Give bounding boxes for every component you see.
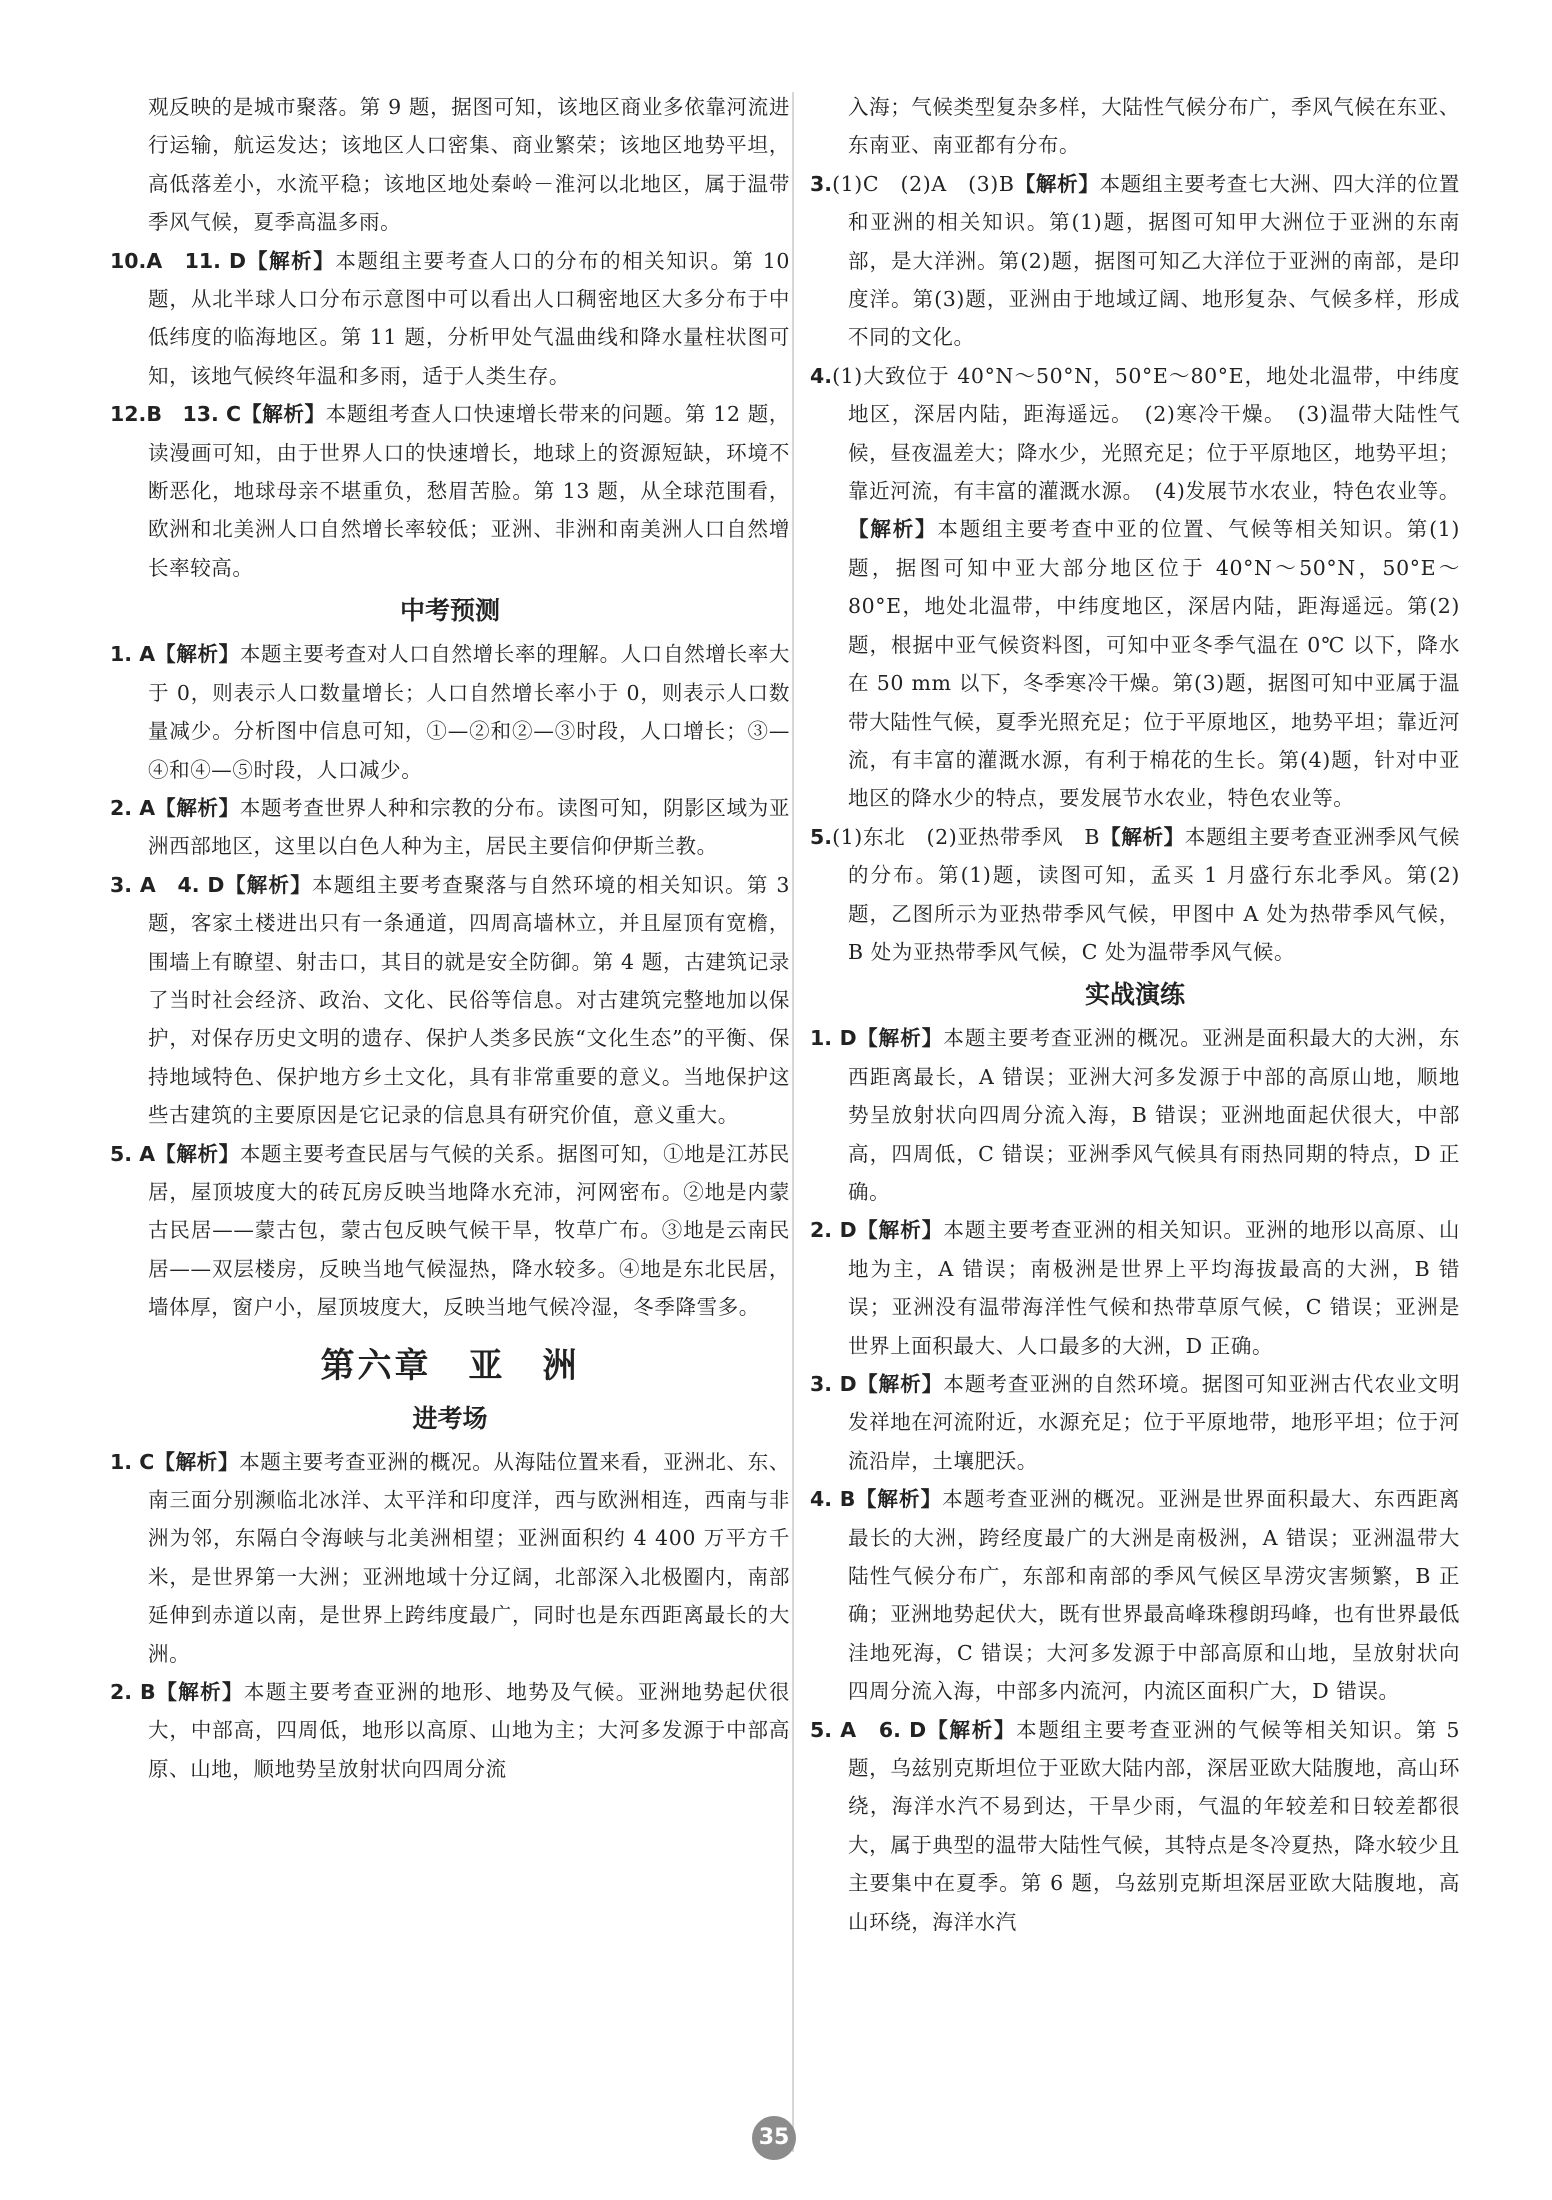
analysis-text: 本题组主要考查七大洲、四大洋的位置和亚洲的相关知识。第(1)题，据图可知甲大洲位于亚洲的东南部，是大洋洲。第(2)题，据图可知乙大洋位于亚洲的南部，是印度洋。第(3)题，亚洲由于地域辽阔、地形复杂、气候多样，形成不同的文化。 xyxy=(848,171,1460,350)
analysis-tag: 【解析】 xyxy=(856,1218,944,1243)
answer-entry xyxy=(810,1365,1460,1480)
analysis-tag: 【解析】 xyxy=(241,402,326,427)
analysis-text: 本题考查亚洲的自然环境。据图可知亚洲古代农业文明发祥地在河流附近，水源充足；位于平原地带，地形平坦；位于河流沿岸，土壤肥沃。 xyxy=(848,1372,1460,1473)
analysis-text: 本题组主要考查亚洲季风气候的分布。第(1)题，读图可知，孟买 1 月盛行东北季风。第(2)题，乙图所示为亚热带季风气候，甲图中 A 处为热带季风气候，B 处为亚热带季风气候，C 处为温带季风气候。 xyxy=(848,824,1460,964)
analysis-tag: 【解析】 xyxy=(154,1449,240,1474)
section-heading-jinkaochang: 进考场 xyxy=(412,1403,488,1433)
analysis-text: 本题主要考查亚洲的相关知识。亚洲的地形以高原、山地为主，A 错误；南极洲是世界上平均海拔最高的大洲，B 错误；亚洲没有温带海洋性气候和热带草原气候，C 错误；亚洲是世界上面积最大、人口最多的大洲，D 正确。 xyxy=(848,1218,1460,1358)
analysis-text: 本题组主要考查聚落与自然环境的相关知识。第 3 题，客家土楼进出只有一条通道，四周高墙林立，并且屋顶有宽檐，围墙上有瞭望、射击口，其目的就是安全防御。第 4 题，古建筑记录了当时社会经济、政治、文化、民俗等信息。对古建筑完整地加以保护，对保存历史文明的遗存、保护人类多民族“文化生态”的平衡、保持地域特色、保护地方乡土文化，具有非常重要的意义。当地保护这些古建筑的主要原因是它记录的信息具有研究价值，意义重大。 xyxy=(148,872,790,1128)
analysis-text: 本题组主要考查亚洲的气候等相关知识。第 5 题，乌兹别克斯坦位于亚欧大陆内部，深居亚欧大陆腹地，高山环绕，海洋水汽不易到达，干旱少雨，气温的年较差和日较差都很大，属于典型的温带大陆性气候，其特点是冬冷夏热，降水较少且主要集中在夏季。第 6 题，乌兹别克斯坦深居亚欧大陆腹地，高山环绕，海洋水汽 xyxy=(848,1717,1460,1934)
answer-entry xyxy=(810,818,1460,972)
answer-number: 2. xyxy=(110,1680,133,1705)
answer-key: A 6. D xyxy=(840,1717,927,1742)
answer-key: A xyxy=(139,642,156,667)
answer-key: D xyxy=(839,1372,857,1396)
analysis-tag: 【解析】 xyxy=(155,1680,244,1705)
answer-key: B xyxy=(839,1487,856,1512)
analysis-tag: 【解析】 xyxy=(155,642,240,667)
answer-key: A 11. D xyxy=(146,248,247,273)
answer-key: D xyxy=(839,1026,857,1051)
analysis-text: 本题考查亚洲的概况。亚洲是世界面积最大、东西距离最长的大洲，跨经度最广的大洲是南极洲，A 错误；亚洲温带大陆性气候分布广，东部和南部的季风气候区旱涝灾害频繁，B 正确；亚洲地势起伏大，既有世界最高峰珠穆朗玛峰，也有世界最低洼地死海，C 错误；大河多发源于中部高原和山地，呈放射状向四周分流入海，中部多内流河，内流区面积广大，D 错误。 xyxy=(848,1487,1461,1704)
analysis-text: 本题主要考查民居与气候的关系。据图可知，①地是江苏民居，屋顶坡度大的砖瓦房反映当地降水充沛，河网密布。②地是内蒙古民居——蒙古包，蒙古包反映气候干旱，牧草广布。③地是云南民居——双层楼房，反映当地气候湿热，降水较多。④地是东北民居，墙体厚，窗户小，屋顶坡度大，反映当地气候冷湿，冬季降雪多。 xyxy=(148,1141,790,1320)
column-divider xyxy=(792,92,794,2152)
answer-number: 5. xyxy=(110,1141,133,1166)
analysis-tag: 【解析】 xyxy=(848,517,938,542)
answer-number: 5. xyxy=(810,824,833,849)
analysis-text: 本题主要考查亚洲的概况。亚洲是面积最大的大洲，东西距离最长，A 错误；亚洲大河多发源于中部的高原山地，顺地势呈放射状向四周分流入海，B 错误；亚洲地面起伏很大，中部高，四周低，C 错误；亚洲季风气候具有雨热同期的特点，D 正确。 xyxy=(848,1026,1460,1204)
answer-key: (1)东北 (2)亚热带季风 B xyxy=(832,824,1101,849)
answer-entry-12 xyxy=(110,395,790,587)
answer-entry xyxy=(810,165,1460,357)
analysis-text: 本题组考查人口快速增长带来的问题。第 12 题，读漫画可知，由于世界人口的快速增长，地球上的资源短缺，环境不断恶化，地球母亲不堪重负，愁眉苦脸。第 13 题，从全球范围看，欧洲和北美洲人口自然增长率较低；亚洲、非洲和南美洲人口自然增长率较高。 xyxy=(148,402,790,580)
left-column xyxy=(110,88,790,1788)
answer-entry xyxy=(110,635,790,789)
right-column xyxy=(810,88,1460,1941)
answer-number: 3. xyxy=(810,171,833,196)
answer-number: 12. xyxy=(110,402,147,427)
answer-number: 5. xyxy=(810,1717,833,1742)
paragraph: 观反映的是城市聚落。第 9 题，据图可知，该地区商业多依靠河流进行运输，航运发达；该地区人口密集、商业繁荣；该地区地势平坦，高低落差小，水流平稳；该地区地处秦岭－淮河以北地区，属于温带季风气候，夏季高温多雨。 xyxy=(148,95,790,235)
answer-entry xyxy=(110,866,790,1135)
answer-entry xyxy=(110,1135,790,1327)
answer-key: A 4. D xyxy=(139,872,225,897)
analysis-text: 本题主要考查亚洲的概况。从海陆位置来看，亚洲北、东、南三面分别濒临北冰洋、太平洋和印度洋，西与欧洲相连，西南与非洲为邻，东隔白令海峡与北美洲相望；亚洲面积约 4 400 万平方千米，是世界第一大洲；亚洲地域十分辽阔，北部深入北极圈内，南部延伸到赤道以南，是世界上跨纬度最广，同时也是东西距离最长的大洲。 xyxy=(148,1449,790,1666)
answer-key: A xyxy=(139,795,156,820)
section-heading-shizhan: 实战演练 xyxy=(1084,980,1185,1010)
answer-key: D xyxy=(839,1218,857,1243)
analysis-tag: 【解析】 xyxy=(856,1372,944,1396)
answer-entry xyxy=(810,1211,1460,1365)
answer-key: B 13. C xyxy=(146,402,242,427)
analysis-tag: 【解析】 xyxy=(155,795,240,820)
answer-entry-10 xyxy=(110,242,790,396)
answer-number: 1. xyxy=(110,1449,133,1474)
answer-entry xyxy=(110,1443,790,1673)
answer-key: A xyxy=(139,1141,156,1166)
answer-number: 1. xyxy=(110,642,133,667)
analysis-tag: 【解析】 xyxy=(1100,824,1185,849)
analysis-tag: 【解析】 xyxy=(926,1717,1017,1742)
analysis-text: 本题主要考查对人口自然增长率的理解。人口自然增长率大于 0，则表示人口数量增长；人口自然增长率小于 0，则表示人口数量减少。分析图中信息可知，①—②和②—③时段，人口增长；③—④和④—⑤时段，人口减少。 xyxy=(148,642,790,782)
answer-entry xyxy=(810,357,1460,818)
answer-number: 2. xyxy=(810,1218,833,1243)
answer-number: 3. xyxy=(810,1372,833,1396)
answer-number: 3. xyxy=(110,872,133,897)
paragraph: 入海；气候类型复杂多样，大陆性气候分布广，季风气候在东亚、东南亚、南亚都有分布。 xyxy=(848,95,1460,158)
section-heading-zhongkao: 中考预测 xyxy=(399,596,500,626)
analysis-text: 本题考查世界人种和宗教的分布。读图可知，阴影区域为亚洲西部地区，这里以白色人种为主，居民主要信仰伊斯兰教。 xyxy=(148,795,790,859)
answer-key: B xyxy=(139,1680,156,1705)
analysis-tag: 【解析】 xyxy=(1014,171,1100,196)
analysis-tag: 【解析】 xyxy=(856,1026,944,1051)
answer-key: (1)大致位于 40°N～50°N，50°E～80°E，地处北温带，中纬度地区，深居内陆，距海遥远。 (2)寒冷干燥。 (3)温带大陆性气候，昼夜温差大；降水少，光照充足；位于平原地区，地势平坦；靠近河流，有丰富的灌溉水源。 (4)发展节水农业，特色农业等。 xyxy=(832,363,1460,504)
answer-entry xyxy=(110,1673,790,1788)
answer-number: 10. xyxy=(110,248,147,273)
answer-number: 4. xyxy=(810,1487,833,1512)
answer-entry xyxy=(110,789,790,866)
answer-number: 2. xyxy=(110,795,133,820)
answer-key: C xyxy=(139,1449,155,1474)
chapter-title: 第六章 亚 洲 xyxy=(320,1345,580,1386)
analysis-text: 本题组主要考查中亚的位置、气候等相关知识。第(1)题，据图可知中亚大部分地区位于 40°N～50°N，50°E～80°E，地处北温带，中纬度地区，深居内陆，距海遥远。第(2)题，根据中亚气候资料图，可知中亚冬季气温在 0℃ 以下，降水在 50 mm 以下，冬季寒冷干燥。第(3)题，据图可知中亚属于温带大陆性气候，夏季光照充足；位于平原地区，地势平坦；靠近河流，有丰富的灌溉水源，有利于棉花的生长。第(4)题，针对中亚地区的降水少的特点，要发展节水农业，特色农业等。 xyxy=(848,517,1460,811)
analysis-tag: 【解析】 xyxy=(224,872,312,897)
answer-number: 1. xyxy=(810,1026,833,1051)
analysis-tag: 【解析】 xyxy=(855,1487,943,1512)
analysis-text: 本题主要考查亚洲的地形、地势及气候。亚洲地势起伏很大，中部高，四周低，地形以高原、山地为主；大河多发源于中部高原、山地，顺地势呈放射状向四周分流 xyxy=(148,1680,791,1781)
analysis-text: 本题组主要考查人口的分布的相关知识。第 10 题，从北半球人口分布示意图中可以看出人口稠密地区大多分布于中低纬度的临海地区。第 11 题，分析甲处气温曲线和降水量柱状图可知，该地气候终年温和多雨，适于人类生存。 xyxy=(148,248,790,388)
analysis-tag: 【解析】 xyxy=(246,248,336,273)
answer-entry xyxy=(810,1019,1460,1211)
answer-entry xyxy=(810,1711,1460,1941)
analysis-tag: 【解析】 xyxy=(155,1141,240,1166)
answer-entry xyxy=(810,1480,1460,1710)
answer-key: (1)C (2)A (3)B xyxy=(832,171,1015,196)
answer-number: 4. xyxy=(810,363,833,388)
page-number-badge: 35 xyxy=(752,2116,796,2160)
